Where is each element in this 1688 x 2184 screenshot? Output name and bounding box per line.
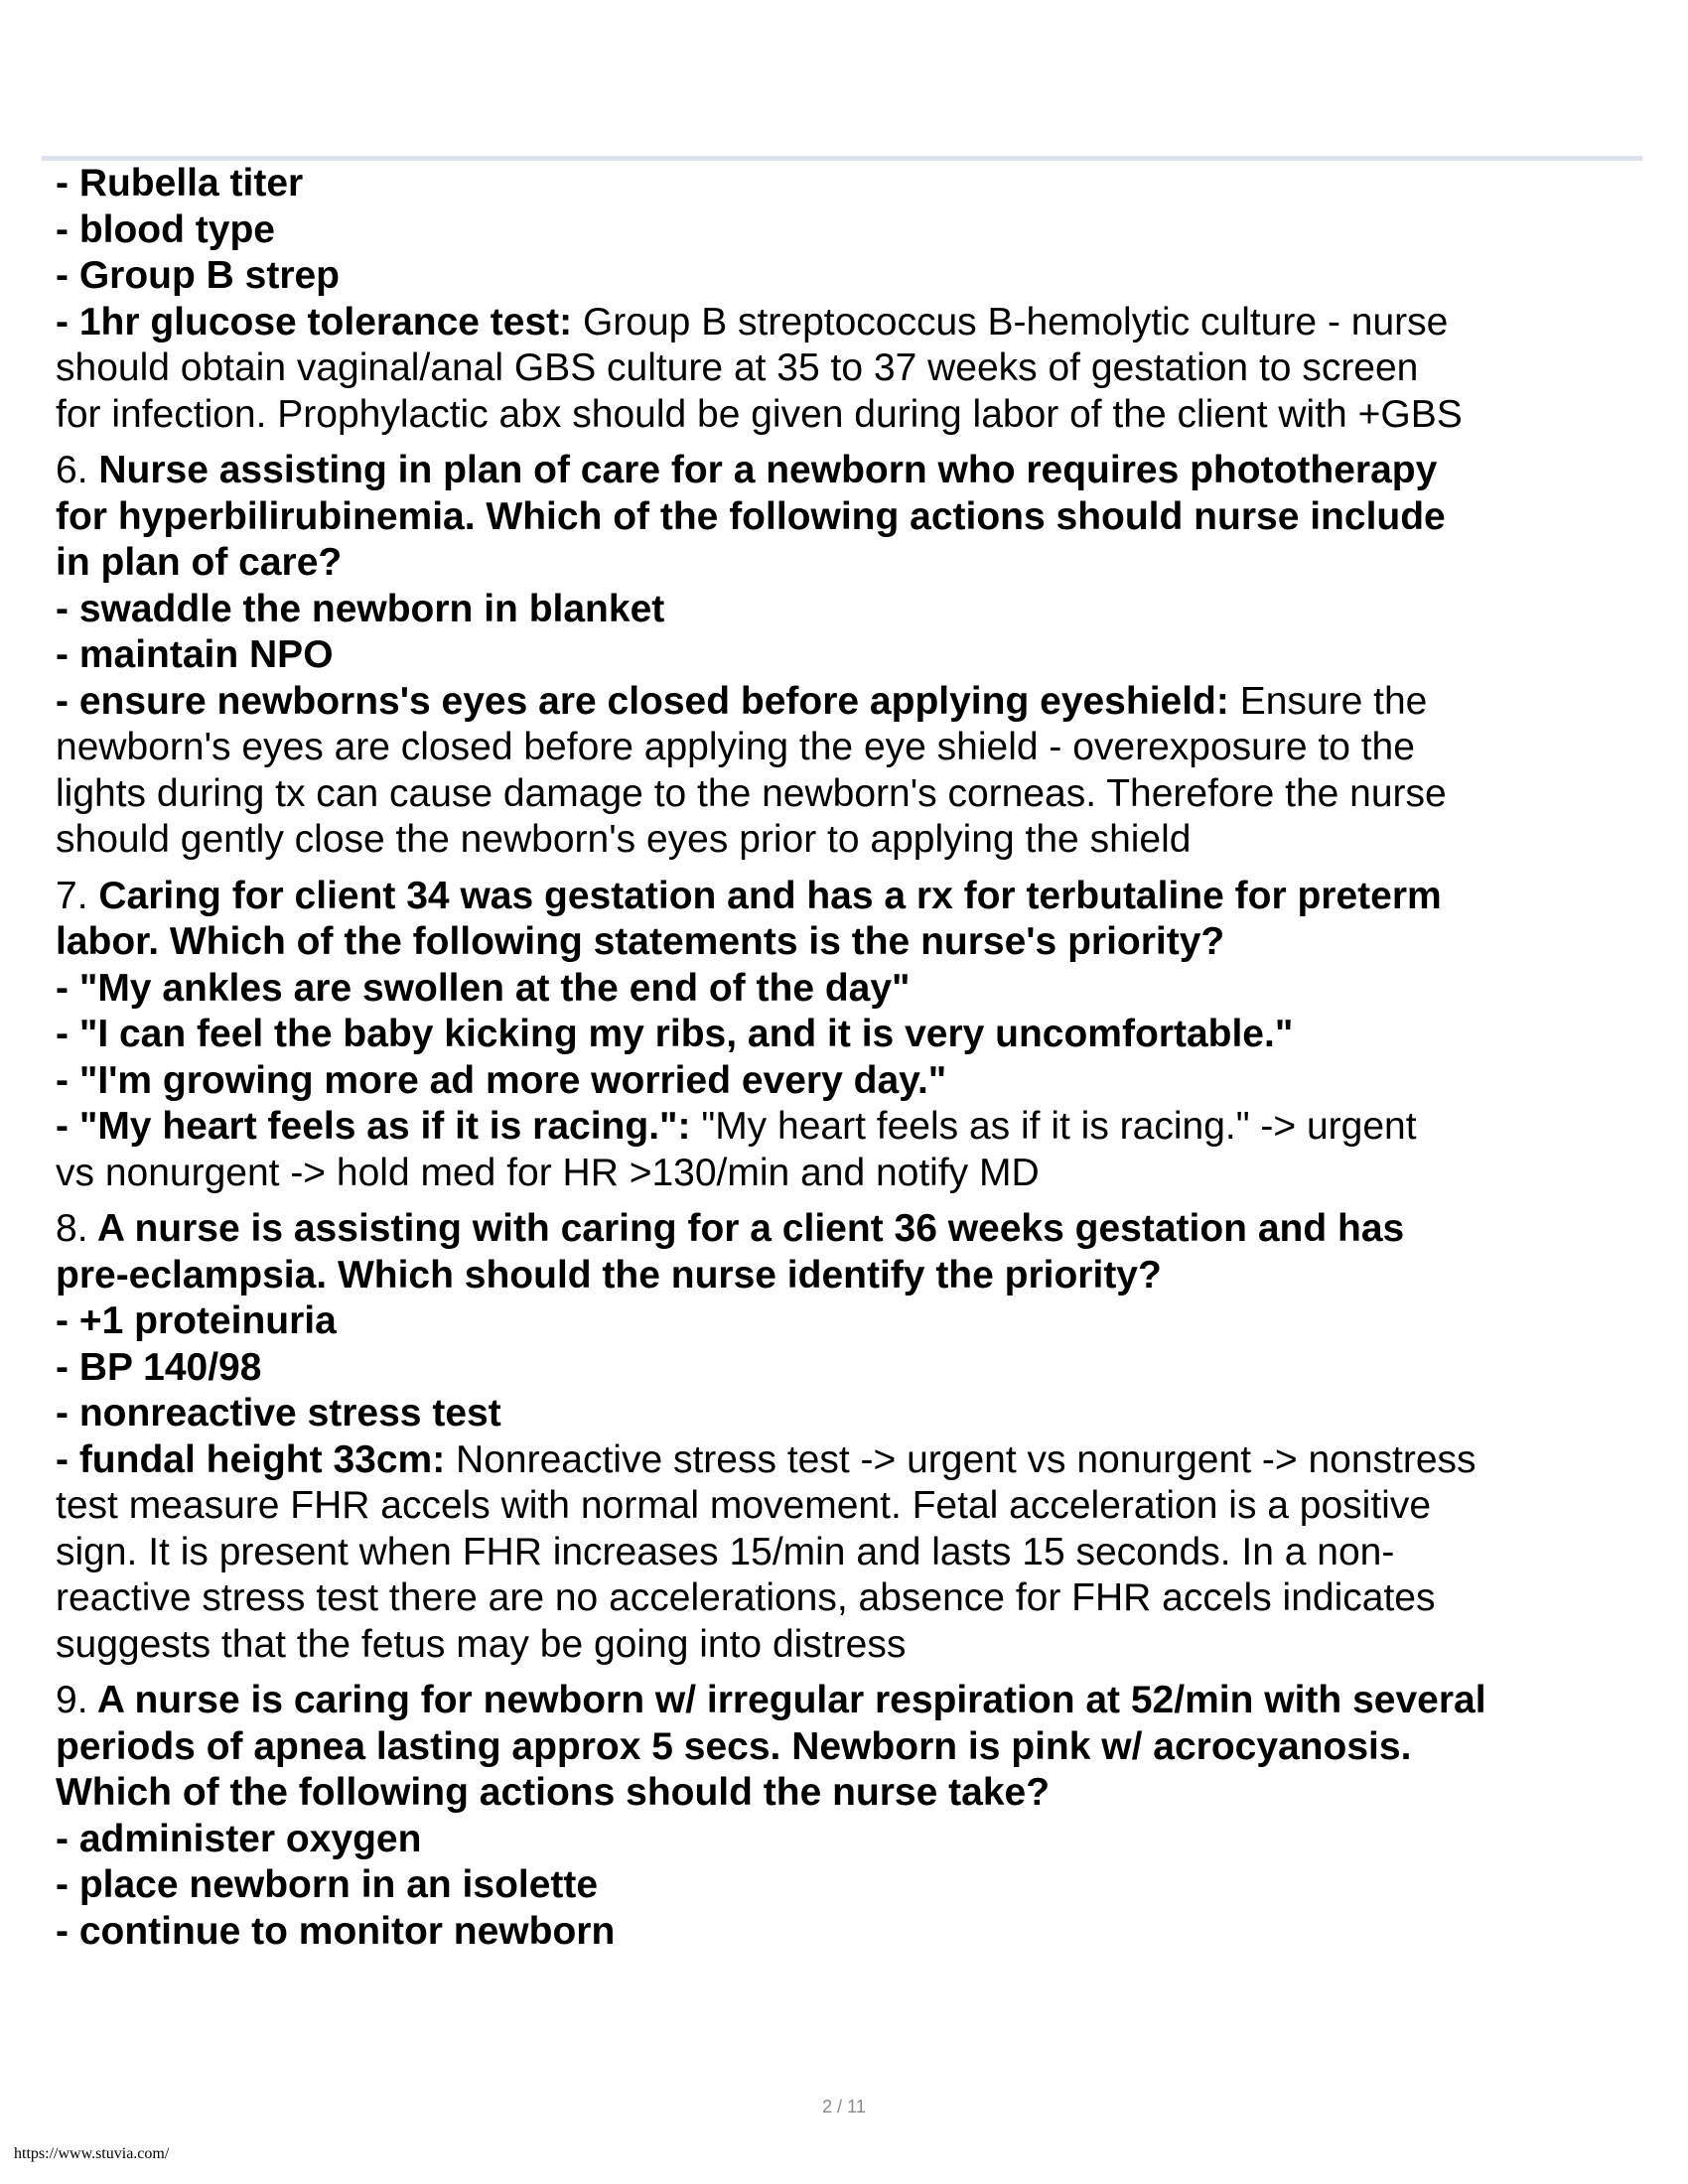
question-text <box>56 874 1644 920</box>
option: - continue to monitor newborn <box>56 1909 616 1953</box>
option: - nonreactive stress test <box>56 1392 501 1434</box>
option: - administer oxygen <box>56 1817 422 1860</box>
explanation-text: sign. It is present when FHR increases 15/min and lasts 15 seconds. In a non- <box>56 1530 1395 1573</box>
question-line: Which of the following actions should the nurse take? <box>56 1771 1051 1814</box>
question-line: Nurse assisting in plan of care for a newborn who requires phototherapy <box>87 449 1438 491</box>
option: - "My ankles are swollen at the end of the day" <box>56 966 911 1010</box>
explanation-text: for infection. Prophylactic abx should be given during labor of the client with +GBS <box>56 392 1463 436</box>
answer-line <box>56 300 1644 346</box>
option: - "I'm growing more ad more worried every day." <box>56 1058 947 1102</box>
option: - swaddle the newborn in blanket <box>56 587 665 630</box>
answer-label: - "My heart feels as if it is racing.": <box>56 1105 691 1148</box>
question-line: A nurse is assisting with caring for a client 36 weeks gestation and has <box>87 1207 1405 1250</box>
option: - place newborn in an isolette <box>56 1863 599 1906</box>
explanation-text: should gently close the newborn's eyes prior to applying the shield <box>56 818 1192 861</box>
footer-url[interactable]: https://www.stuvia.com/ <box>14 2145 170 2162</box>
question-line: Caring for client 34 was gestation and has a rx for terbutaline for preterm <box>87 874 1442 917</box>
question-text <box>56 1678 1644 1724</box>
answer-label: - fundal height 33cm: <box>56 1437 446 1481</box>
option: - Rubella titer <box>56 162 304 205</box>
question-line: pre-eclampsia. Which should the nurse identify the priority? <box>56 1253 1162 1297</box>
question-line: A nurse is caring for newborn w/ irregular respiration at 52/min with several <box>87 1679 1486 1721</box>
explanation-text: should obtain vaginal/anal GBS culture at 35 to 37 weeks of gestation to screen <box>56 346 1419 389</box>
question-text <box>56 448 1644 494</box>
question-line: labor. Which of the following statements is the nurse's priority? <box>56 920 1225 963</box>
question-6 <box>56 448 1644 864</box>
answer-line <box>56 1104 1644 1151</box>
option: - BP 140/98 <box>56 1345 262 1389</box>
answer-line <box>56 1437 1644 1484</box>
question-number: 8. <box>56 1207 88 1250</box>
answer-line <box>56 679 1644 726</box>
page-number: 2 / 11 <box>822 2097 866 2116</box>
question-line: periods of apnea lasting approx 5 secs. Newborn is pink w/ acrocyanosis. <box>56 1724 1412 1768</box>
question-5-continuation <box>56 161 1644 438</box>
explanation-text: newborn's eyes are closed before applying the eye shield - overexposure to the <box>56 726 1415 768</box>
answer-label: - ensure newborns's eyes are closed before applying eyeshield: <box>56 679 1229 723</box>
question-number: 6. <box>56 449 88 491</box>
question-number: 9. <box>56 1679 88 1721</box>
question-7 <box>56 874 1644 1197</box>
answer-label: - 1hr glucose tolerance test: <box>56 300 573 343</box>
option: - +1 proteinuria <box>56 1299 337 1342</box>
explanation-text: Nonreactive stress test -> urgent vs nonurgent -> nonstress <box>445 1437 1477 1481</box>
question-8 <box>56 1206 1644 1668</box>
question-line: for hyperbilirubinemia. Which of the following actions should nurse include <box>56 494 1446 538</box>
option: - Group B strep <box>56 254 341 297</box>
question-line: in plan of care? <box>56 541 343 584</box>
explanation-text: Ensure the <box>1228 679 1428 723</box>
explanation-text: vs nonurgent -> hold med for HR >130/min and notify MD <box>56 1151 1040 1194</box>
question-9 <box>56 1678 1644 1955</box>
question-text <box>56 1206 1644 1253</box>
question-number: 7. <box>56 874 88 917</box>
option: - "I can feel the baby kicking my ribs, and it is very uncomfortable." <box>56 1013 1294 1055</box>
explanation-text: lights during tx can cause damage to the newborn's corneas. Therefore the nurse <box>56 771 1447 815</box>
option: - blood type <box>56 207 275 251</box>
explanation-text: test measure FHR accels with normal movement. Fetal acceleration is a positive <box>56 1484 1432 1527</box>
explanation-text: "My heart feels as if it is racing." -> urgent <box>690 1105 1417 1148</box>
option: - maintain NPO <box>56 633 334 676</box>
explanation-text: suggests that the fetus may be going into distress <box>56 1622 907 1666</box>
document-body <box>56 161 1644 1955</box>
explanation-text: Group B streptococcus B-hemolytic culture - nurse <box>572 300 1449 343</box>
explanation-text: reactive stress test there are no accelerations, absence for FHR accels indicates <box>56 1576 1436 1619</box>
